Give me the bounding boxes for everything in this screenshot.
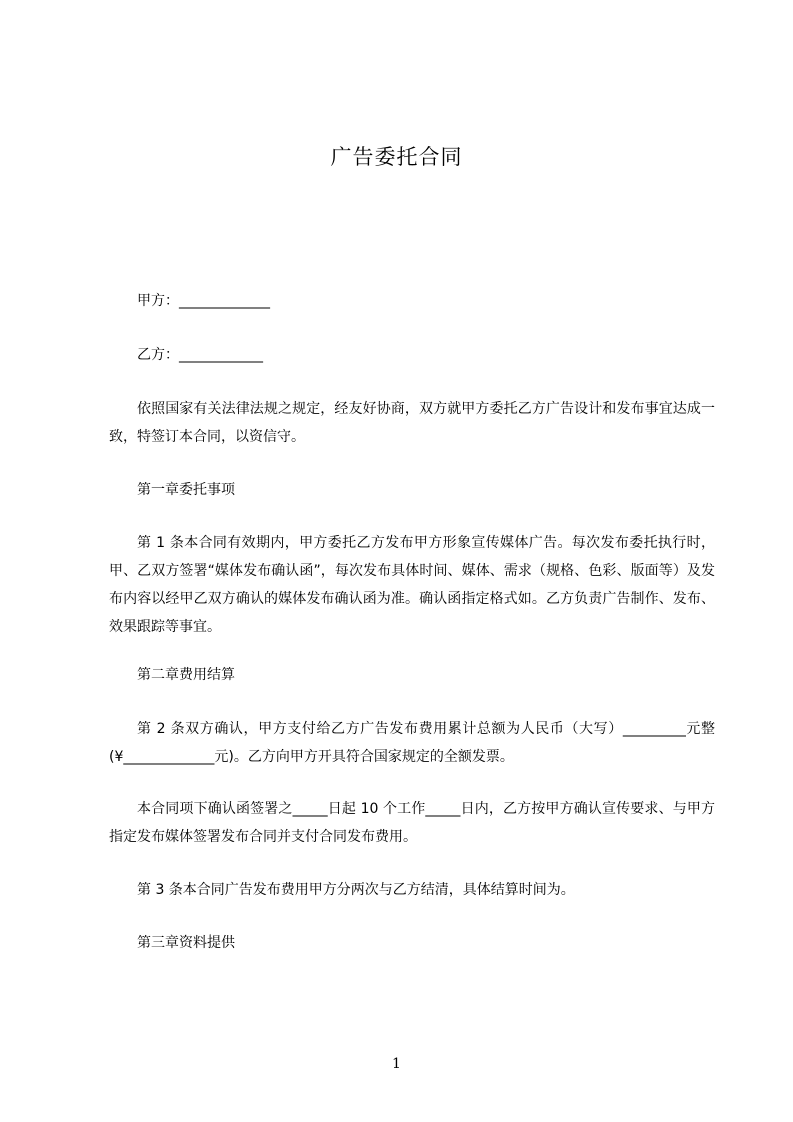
article-1-paragraph: 第 1 条本合同有效期内，甲方委托乙方发布甲方形象宣传媒体广告。每次发布委托执行时，甲、乙双方签署“媒体发布确认函”，每次发布具体时间、媒体、需求（规格、色彩、版面等）及发布内容以经甲乙双方确认的媒体发布确认函为准。确认函指定格式如。乙方负责广告制作、发布、效果跟踪等事宜。 xyxy=(109,535,715,635)
document-title: 广告委托合同 xyxy=(330,145,463,169)
article-2-paragraph: 第 2 条双方确认，甲方支付给乙方广告发布费用累计总额为人民币（大写）_________元整 (¥_____________元)。乙方向甲方开具符合国家规定的全额发票。 xyxy=(109,721,715,765)
party-a-line: 甲方：_____________ xyxy=(137,293,270,309)
chapter-1-heading: 第一章委托事项 xyxy=(137,482,235,498)
preamble-paragraph: 依照国家有关法律法规之规定，经友好协商，双方就甲方委托乙方广告设计和发布事宜达成一致，特签订本合同，以资信守。 xyxy=(109,401,715,445)
page-number: 1 xyxy=(392,1056,401,1072)
article-3-paragraph: 第 3 条本合同广告发布费用甲方分两次与乙方结清，具体结算时间为。 xyxy=(137,882,575,898)
party-b-line: 乙方：____________ xyxy=(137,347,263,363)
chapter-3-heading: 第三章资料提供 xyxy=(137,935,235,951)
article-2-sub-paragraph: 本合同项下确认函签署之_____日起 10 个工作_____日内，乙方按甲方确认宣传要求、与甲方指定发布媒体签署发布合同并支付合同发布费用。 xyxy=(109,801,715,845)
chapter-2-heading: 第二章费用结算 xyxy=(137,667,235,683)
